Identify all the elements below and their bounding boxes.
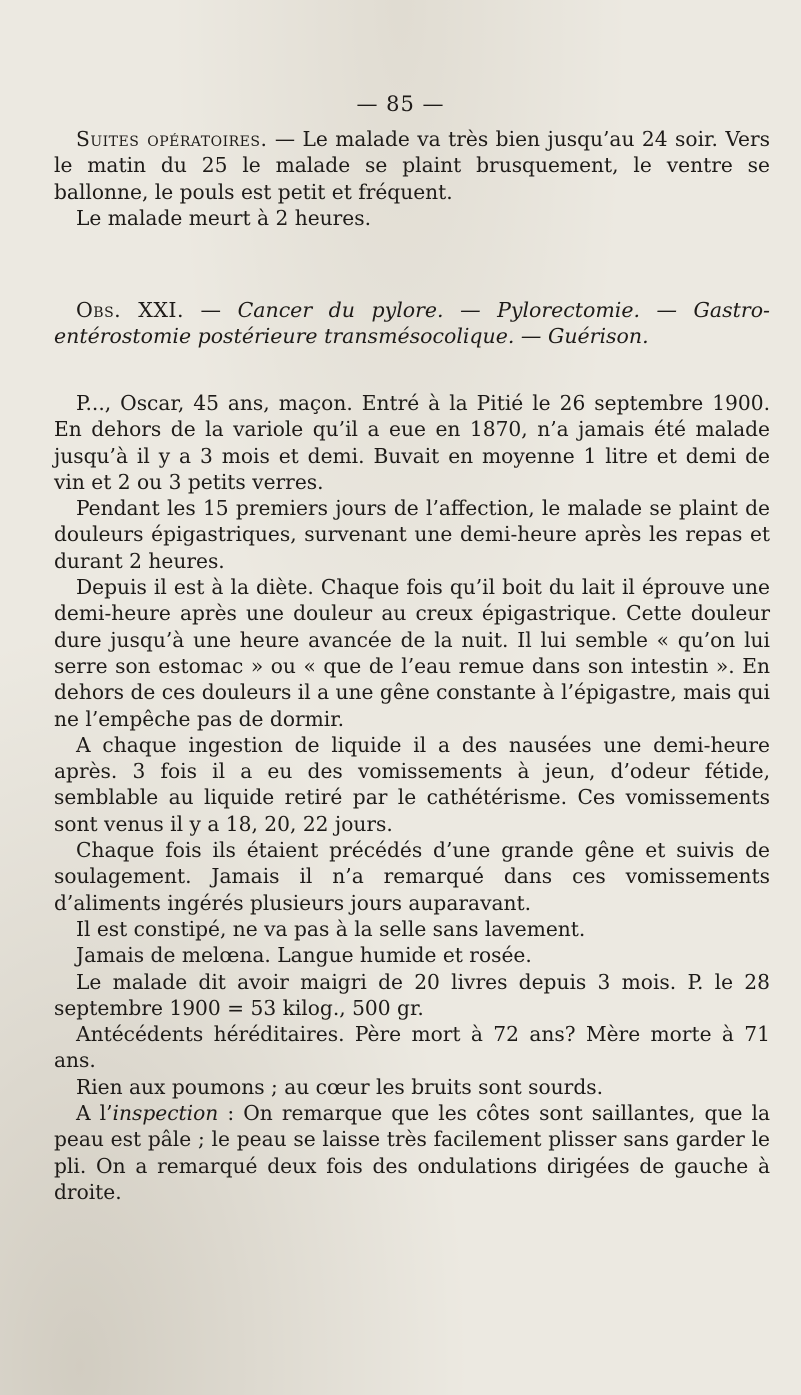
observation-heading (54, 297, 770, 350)
obs-dash: — (184, 298, 238, 322)
obs-title: Cancer du pylore. — Pylorectomie. — Gastro-entérostomie postérieure transmésocolique. — Guérison. (54, 298, 770, 349)
paragraph-inspection (54, 1100, 770, 1205)
obs-label: Obs. XXI. (76, 298, 185, 322)
page-number: — 85 — (356, 92, 445, 116)
suites-paragraph (54, 126, 770, 205)
paragraph-lungs: Rien aux poumons ; au cœur les bruits sont sourds. (76, 1074, 604, 1099)
suites-heading: Suites opératoires. (76, 127, 268, 151)
paragraph-heredity: Antécédents héréditaires. Père mort à 72 ans? Mère morte à 71 ans. (54, 1022, 770, 1073)
suites-section (54, 126, 770, 231)
paragraph-tongue: Jamais de melœna. Langue humide et rosée. (76, 943, 532, 968)
paragraph-nausea: A chaque ingestion de liquide il a des nausées une demi-heure après. 3 fois il a eu des vomissements à jeun, d’odeur fétide, semblable au liquide retiré par le cathétérisme. Ces vomissements sont venus il y a 18, 20, 22 jours. (54, 732, 770, 836)
paragraph-vomiting: Chaque fois ils étaient précédés d’une grande gêne et suivis de soulagement. Jamais il n’a remarqué dans ces vomissements d’aliments ingérés plusieurs jours auparavant. (54, 838, 770, 915)
obs-title-line (54, 297, 770, 350)
observation-body (54, 390, 770, 1205)
paragraph-weight: Le malade dit avoir maigri de 20 livres depuis 3 mois. P. le 28 septembre 1900 = 53 kilog., 500 gr. (54, 969, 770, 1020)
paragraph-onset: Pendant les 15 premiers jours de l’affection, le malade se plaint de douleurs épigastriques, survenant une demi-heure après les repas et durant 2 heures. (54, 496, 770, 573)
death-line: Le malade meurt à 2 heures. (76, 205, 372, 230)
inspection-prefix: A l’ (76, 1101, 113, 1126)
paragraph-constipation: Il est constipé, ne va pas à la selle sans lavement. (76, 916, 586, 941)
suites-text: — Le malade va très bien jusqu’au 24 soir. Vers le matin du 25 le malade se plaint brusquement, le ventre se ballonne, le pouls est petit et fréquent. (54, 127, 771, 204)
inspection-text: : On remarque que les côtes sont saillantes, que la peau est pâle ; le peau se laisse très facilement plisser sans garder le pli. On a remarqué deux fois des ondulations dirigées de gauche à droite. (54, 1101, 770, 1204)
inspection-term: inspection (112, 1101, 219, 1126)
paragraph-patient: P..., Oscar, 45 ans, maçon. Entré à la Pitié le 26 septembre 1900. En dehors de la variole qu’il a eue en 1870, n’a jamais été malade jusqu’à il y a 3 mois et demi. Buvait en moyenne 1 litre et demi de vin et 2 ou 3 petits verres. (54, 391, 770, 494)
paragraph-diet: Depuis il est à la diète. Chaque fois qu’il boit du lait il éprouve une demi-heure après une douleur au creux épigastrique. Cette douleur dure jusqu’à une heure avancée de la nuit. Il lui semble « qu’on lui serre son estomac » ou « que de l’eau remue dans son intestin ». En dehors de ces douleurs il a une gêne constante à l’épigastre, mais qui ne l’empêche pas de dormir. (54, 575, 770, 731)
